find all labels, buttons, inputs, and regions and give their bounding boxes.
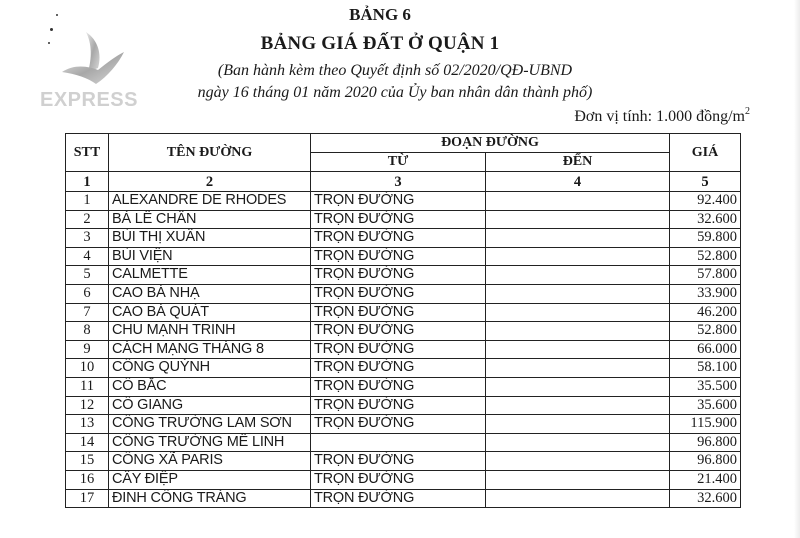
row-stt: 4 (66, 247, 109, 266)
table-row (66, 303, 741, 322)
row-price: 33.900 (670, 284, 741, 303)
row-street-name: CÔ BẮC (109, 377, 311, 396)
row-from: TRỌN ĐƯỜNG (311, 452, 486, 471)
row-street-name: CÔNG QUỲNH (109, 359, 311, 378)
row-stt: 14 (66, 433, 109, 452)
row-from: TRỌN ĐƯỜNG (311, 396, 486, 415)
row-from: TRỌN ĐƯỜNG (311, 340, 486, 359)
row-to (486, 433, 670, 452)
row-to (486, 210, 670, 229)
row-price: 21.400 (670, 470, 741, 489)
page-edge-shadow (794, 0, 800, 538)
row-price: 52.800 (670, 247, 741, 266)
row-from: TRỌN ĐƯỜNG (311, 377, 486, 396)
table-row (66, 396, 741, 415)
table-row (66, 210, 741, 229)
table-row (66, 247, 741, 266)
table-row (66, 266, 741, 285)
row-stt: 9 (66, 340, 109, 359)
row-from: TRỌN ĐƯỜNG (311, 322, 486, 341)
table-row (66, 229, 741, 248)
row-from: TRỌN ĐƯỜNG (311, 470, 486, 489)
table-row (66, 415, 741, 434)
row-stt: 1 (66, 192, 109, 211)
row-stt: 11 (66, 377, 109, 396)
unit-label (574, 108, 750, 126)
row-from: TRỌN ĐƯỜNG (311, 247, 486, 266)
row-from: TRỌN ĐƯỜNG (311, 359, 486, 378)
row-street-name: ĐINH CÔNG TRÁNG (109, 489, 311, 508)
row-from: TRỌN ĐƯỜNG (311, 229, 486, 248)
row-street-name: BÙI THỊ XUÂN (109, 229, 311, 248)
row-street-name: CÔNG TRƯỜNG MÊ LINH (109, 433, 311, 452)
row-price: 96.800 (670, 452, 741, 471)
row-price: 52.800 (670, 322, 741, 341)
table-row (66, 470, 741, 489)
row-price: 92.400 (670, 192, 741, 211)
row-price: 46.200 (670, 303, 741, 322)
row-street-name: CÔ GIANG (109, 396, 311, 415)
row-street-name: ALEXANDRE DE RHODES (109, 192, 311, 211)
row-street-name: BÀ LÊ CHÂN (109, 210, 311, 229)
row-street-name: CALMETTE (109, 266, 311, 285)
row-stt: 6 (66, 284, 109, 303)
column-number: 1 (66, 172, 109, 192)
row-from: TRỌN ĐƯỜNG (311, 192, 486, 211)
row-street-name: CÁCH MẠNG THÁNG 8 (109, 340, 311, 359)
row-to (486, 192, 670, 211)
table-row (66, 433, 741, 452)
row-to (486, 359, 670, 378)
header-from: TỪ (311, 153, 486, 172)
row-stt: 15 (66, 452, 109, 471)
row-street-name: CHU MẠNH TRINH (109, 322, 311, 341)
row-to (486, 489, 670, 508)
header-stt: STT (66, 134, 109, 172)
row-street-name: CÔNG XÃ PARIS (109, 452, 311, 471)
column-number-row (66, 172, 741, 192)
header-street-name: TÊN ĐƯỜNG (109, 134, 311, 172)
row-stt: 13 (66, 415, 109, 434)
unit-text: Đơn vị tính: 1.000 đồng/m (574, 108, 745, 125)
table-number: BẢNG 6 (349, 5, 411, 24)
row-to (486, 452, 670, 471)
speck-dot (50, 28, 53, 31)
row-stt: 8 (66, 322, 109, 341)
row-street-name: CAO BÁ NHẠ (109, 284, 311, 303)
row-to (486, 415, 670, 434)
row-to (486, 340, 670, 359)
row-to (486, 396, 670, 415)
row-price: 58.100 (670, 359, 741, 378)
row-price: 66.000 (670, 340, 741, 359)
table-row (66, 340, 741, 359)
row-street-name: BÙI VIỆN (109, 247, 311, 266)
column-number: 3 (311, 172, 486, 192)
subtitle-line-1: (Ban hành kèm theo Quyết định số 02/2020/QĐ-UBND (217, 62, 573, 79)
row-to (486, 229, 670, 248)
table-row (66, 322, 741, 341)
row-from (311, 433, 486, 452)
table-row (66, 489, 741, 508)
table-row (66, 284, 741, 303)
row-price: 96.800 (670, 433, 741, 452)
logo-text: EXPRESS (40, 89, 138, 111)
header-price: GIÁ (670, 134, 741, 172)
table-row (66, 452, 741, 471)
row-stt: 16 (66, 470, 109, 489)
row-price: 35.600 (670, 396, 741, 415)
row-stt: 5 (66, 266, 109, 285)
row-price: 115.900 (670, 415, 741, 434)
row-stt: 2 (66, 210, 109, 229)
row-to (486, 284, 670, 303)
row-stt: 10 (66, 359, 109, 378)
row-to (486, 322, 670, 341)
table-row (66, 377, 741, 396)
unit-superscript: 2 (745, 106, 750, 117)
column-number: 5 (670, 172, 741, 192)
row-price: 32.600 (670, 210, 741, 229)
row-to (486, 470, 670, 489)
row-from: TRỌN ĐƯỜNG (311, 415, 486, 434)
row-to (486, 247, 670, 266)
row-from: TRỌN ĐƯỜNG (311, 284, 486, 303)
subtitle-line-2: ngày 16 tháng 01 năm 2020 của Ủy ban nhân dân thành phố) (197, 84, 593, 101)
row-stt: 3 (66, 229, 109, 248)
row-stt: 17 (66, 489, 109, 508)
row-price: 32.600 (670, 489, 741, 508)
column-number: 4 (486, 172, 670, 192)
row-stt: 12 (66, 396, 109, 415)
row-from: TRỌN ĐƯỜNG (311, 489, 486, 508)
row-to (486, 377, 670, 396)
header-to: ĐẾN (486, 153, 670, 172)
table-row (66, 192, 741, 211)
row-price: 59.800 (670, 229, 741, 248)
row-from: TRỌN ĐƯỜNG (311, 210, 486, 229)
row-stt: 7 (66, 303, 109, 322)
table-row (66, 359, 741, 378)
row-to (486, 303, 670, 322)
row-to (486, 266, 670, 285)
row-from: TRỌN ĐƯỜNG (311, 303, 486, 322)
row-price: 35.500 (670, 377, 741, 396)
document-title: BẢNG GIÁ ĐẤT Ở QUẬN 1 (260, 33, 500, 54)
land-price-table (65, 133, 741, 508)
row-street-name: CÔNG TRƯỜNG LAM SƠN (109, 415, 311, 434)
row-street-name: CÂY ĐIỆP (109, 470, 311, 489)
column-number: 2 (109, 172, 311, 192)
header-segment: ĐOẠN ĐƯỜNG (311, 134, 670, 153)
row-street-name: CAO BÁ QUÁT (109, 303, 311, 322)
row-price: 57.800 (670, 266, 741, 285)
row-from: TRỌN ĐƯỜNG (311, 266, 486, 285)
